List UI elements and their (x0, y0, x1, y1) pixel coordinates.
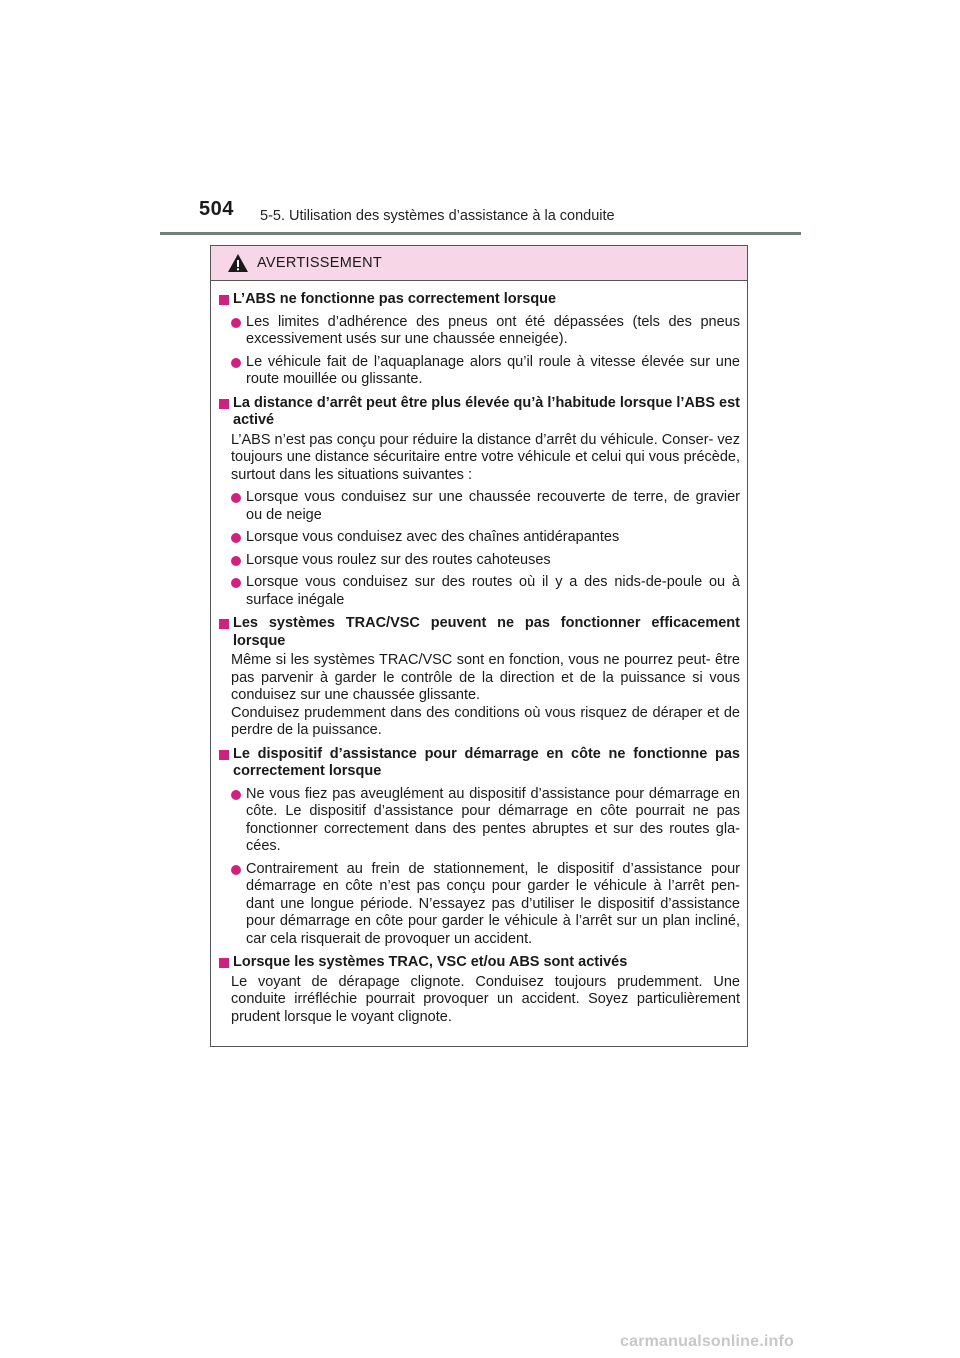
section-heading (219, 615, 740, 650)
dot-bullet-icon (231, 533, 241, 543)
section-heading-text: Le dispositif d’assistance pour démarrage en côte ne fonctionne pas correctement lorsque (233, 745, 740, 779)
header-rule (160, 232, 801, 235)
warning-triangle-icon (227, 253, 249, 273)
list-item-text: Lorsque vous roulez sur des routes cahoteuses (246, 551, 551, 568)
list-item-text: Ne vous fiez pas aveuglément au dispositif d’assistance pour démarrage en côte. Le dispositif d’assistance pour démarrage en côte pourrait ne pas fonctionner correctement dans des pentes abruptes et sur des routes gla- cées. (246, 785, 740, 854)
list-item-text: Lorsque vous conduisez sur une chaussée recouverte de terre, de gravier ou de neige (246, 489, 740, 523)
dot-bullet-icon (231, 318, 241, 328)
section-heading (219, 954, 740, 972)
list-item-text: Le véhicule fait de l’aquaplanage alors qu’il roule à vitesse élevée sur une route mouillée ou glissante. (246, 353, 740, 387)
paragraph: Même si les systèmes TRAC/VSC sont en fonction, vous ne pourrez peut- être pas parvenir à garder le contrôle de la direction et de la puissance si vous conduisez sur une chaussée glissante. (231, 652, 740, 703)
page-number: 504 (199, 198, 234, 220)
watermark: carmanualsonline.info (620, 1333, 795, 1350)
dot-bullet-icon (231, 578, 241, 588)
warning-title: AVERTISSEMENT (257, 255, 383, 271)
paragraph: L’ABS n’est pas conçu pour réduire la distance d’arrêt du véhicule. Conser- vez toujours une distance sécuritaire entre votre véhicule et celui qui vous précède, surtout dans les situations suivantes : (231, 431, 740, 483)
section-heading (219, 291, 740, 309)
paragraph: Le voyant de dérapage clignote. Conduisez toujours prudemment. Une conduite irréfléchie pourrait provoquer un accident. Soyez particulièrement prudent lorsque le voyant clignote. (231, 973, 740, 1025)
warning-header (211, 246, 747, 281)
dot-bullet-icon (231, 790, 241, 800)
warning-body (211, 281, 747, 1026)
list-item-text: Lorsque vous conduisez avec des chaînes antidérapantes (246, 529, 620, 545)
section-heading-text: La distance d’arrêt peut être plus élevée qu’à l’habitude lorsque l’ABS est activé (233, 394, 740, 428)
list-item-text: Lorsque vous conduisez sur des routes où il y a des nids-de-poule ou à surface inégale (246, 574, 740, 608)
warning-box (210, 245, 748, 1047)
dot-bullet-icon (231, 556, 241, 566)
dot-bullet-icon (231, 865, 241, 875)
dot-bullet-icon (231, 493, 241, 503)
square-bullet-icon (219, 750, 229, 760)
section-heading-text: Les systèmes TRAC/VSC peuvent ne pas fonctionner efficacement lorsque (233, 615, 740, 649)
list-item (231, 861, 740, 949)
list-item (231, 786, 740, 856)
list-item-text: Contrairement au frein de stationnement, le dispositif d’assistance pour démarrage en côte n’est pas conçu pour garder le véhicule à l’arrêt pen- dant une longue période. N’essayez pas d’utiliser le dispositif d’assistance pour démarrage en côte pour garder le véhicule à l’arrêt sur un plan incliné, car cela risquerait de provoquer un accident. (246, 860, 740, 947)
square-bullet-icon (219, 958, 229, 968)
square-bullet-icon (219, 295, 229, 305)
list-item (231, 354, 740, 389)
section-heading (219, 395, 740, 430)
list-item (231, 552, 740, 570)
list-item (231, 314, 740, 349)
square-bullet-icon (219, 619, 229, 629)
section-heading (219, 746, 740, 781)
dot-bullet-icon (231, 358, 241, 368)
paragraph: Conduisez prudemment dans des conditions où vous risquez de déraper et de perdre de la puissance. (231, 704, 740, 738)
list-item (231, 574, 740, 609)
square-bullet-icon (219, 399, 229, 409)
section-heading-text: Lorsque les systèmes TRAC, VSC et/ou ABS sont activés (233, 954, 628, 970)
list-item (231, 529, 740, 547)
section-heading-text: L’ABS ne fonctionne pas correctement lorsque (233, 291, 557, 307)
list-item (231, 489, 740, 524)
chapter-title: 5-5. Utilisation des systèmes d’assistance à la conduite (260, 208, 615, 224)
list-item-text: Les limites d’adhérence des pneus ont été dépassées (tels des pneus excessivement usés sur une chaussée enneigée). (246, 313, 740, 347)
